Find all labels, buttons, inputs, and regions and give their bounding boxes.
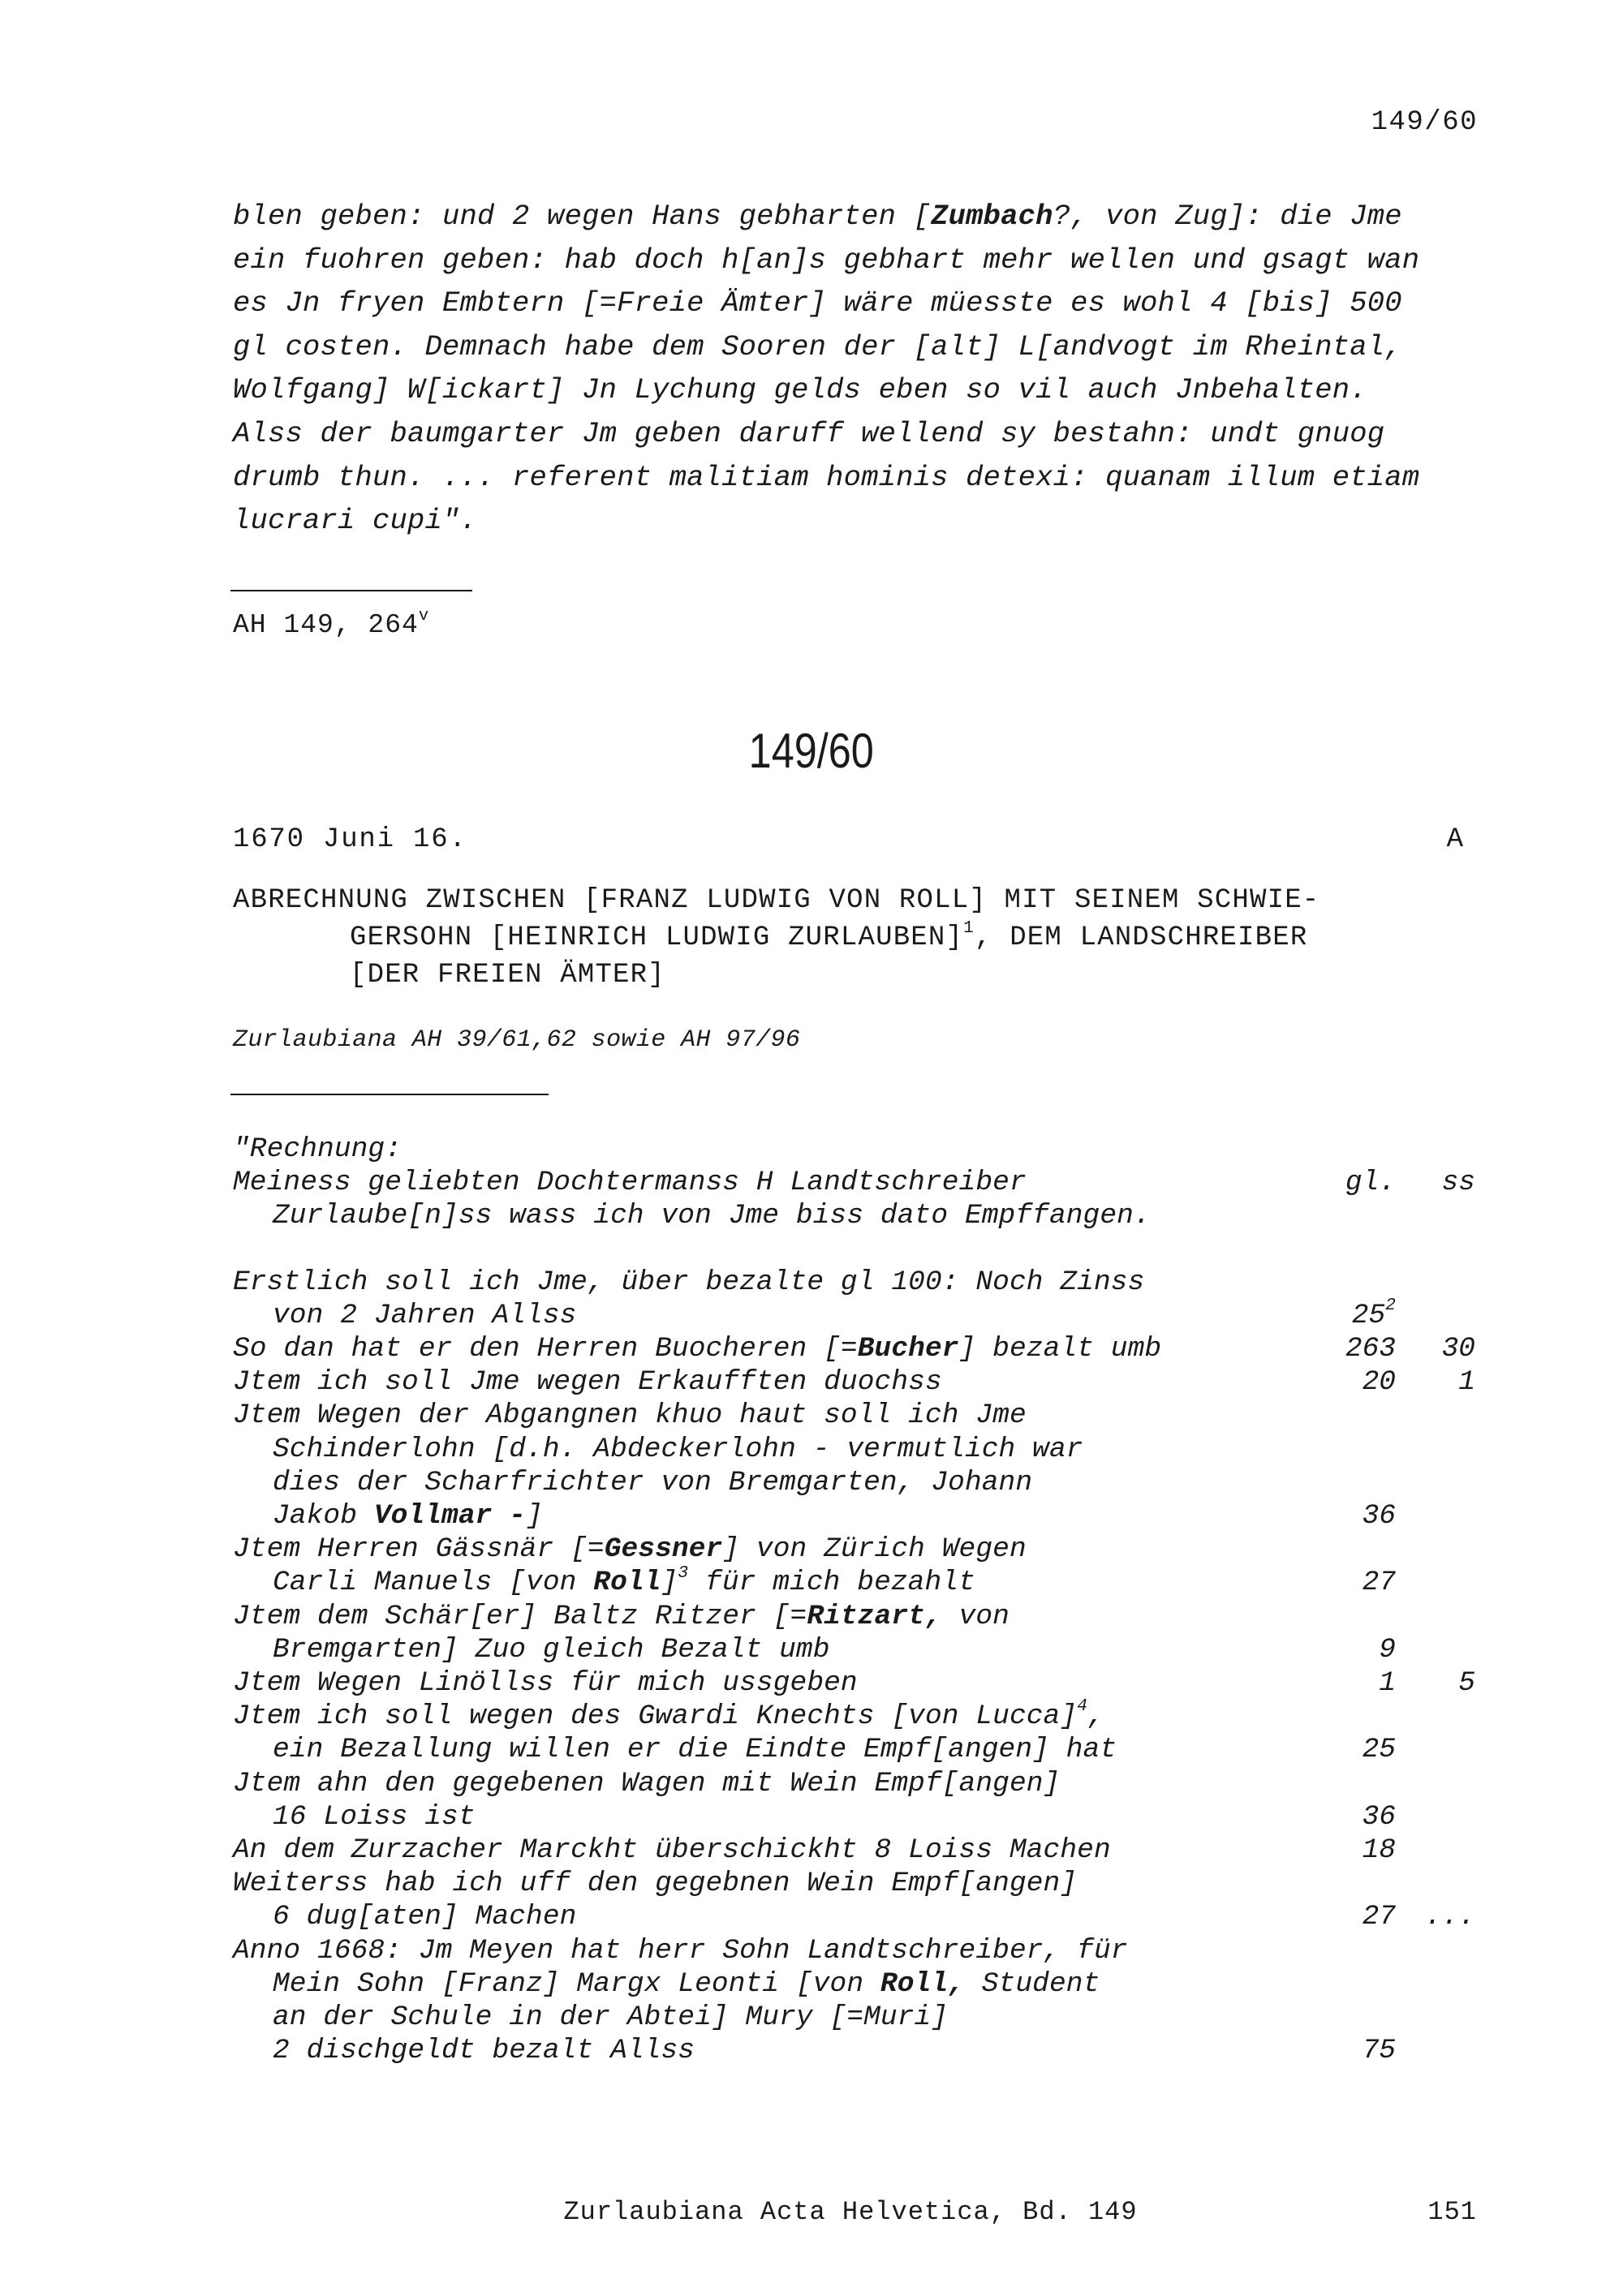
text-run: ein fuohren geben: hab doch h[an]s gebhart mehr wellen und gsagt wan <box>233 243 1420 277</box>
prose-line <box>233 243 1419 277</box>
gulden-amount: 18 <box>1362 1834 1396 1866</box>
account-line <box>273 1801 476 1833</box>
schilling-amount: 1 <box>1458 1366 1475 1399</box>
account-line <box>233 1868 1077 1899</box>
footnote-mark: 4 <box>1077 1696 1088 1717</box>
account-line <box>273 1563 975 1599</box>
text-run: [DER FREIEN ÄMTER] <box>350 960 665 991</box>
title-line <box>350 960 665 991</box>
text-run: ein Bezallung willen er die Eindte Empf[angen] hat <box>273 1734 1117 1766</box>
prose-line <box>233 373 1367 406</box>
text-run: Alss der baumgarter Jm geben daruff wellend sy bestahn: undt gnuog <box>233 417 1385 450</box>
text-run: Jtem ahn den gegebenen Wagen mit Wein Empf[angen] <box>233 1767 1061 1799</box>
footnote-mark: v <box>418 606 430 626</box>
footnote-mark: 1 <box>963 918 975 938</box>
gulden-amount: gl. <box>1345 1167 1396 1199</box>
text-run: Jtem Wegen Linöllss für mich ussgeben <box>233 1667 858 1699</box>
bold-name: Vollmar - <box>373 1500 527 1532</box>
schilling-amount: 5 <box>1458 1667 1475 1699</box>
text-run: 25 <box>1351 1299 1386 1331</box>
account-line <box>233 1167 1027 1198</box>
account-line <box>273 1200 1151 1232</box>
account-line <box>233 1533 1027 1565</box>
account-line <box>233 1696 1104 1733</box>
text-run: An dem Zurzacher Marckht überschickht 8 Loiss Machen <box>233 1834 1111 1866</box>
source-reference: Zurlaubiana AH 39/61,62 sowie AH 97/96 <box>233 1026 801 1054</box>
page-number: 151 <box>1427 2197 1477 2227</box>
text-run: Jtem Herren Gässnär [= <box>233 1533 605 1566</box>
text-run: Wolfgang] W[ickart] Jn Lychung gelds eben so vil auch Jnbehalten. <box>233 373 1367 407</box>
document-number: 149/60 <box>748 724 875 778</box>
text-run: gl costen. Demnach habe dem Sooren der [alt] L[andvogt im Rheintal, <box>233 329 1402 363</box>
text-run: Student <box>964 1967 1100 2000</box>
title-line <box>350 918 1308 953</box>
schilling-amount: ss <box>1441 1167 1475 1199</box>
schilling-amount: ... <box>1424 1901 1475 1933</box>
footnote-mark: 2 <box>1385 1296 1396 1316</box>
text-run: 2 dischgeldt bezalt Allss <box>273 2035 695 2067</box>
account-line <box>273 2035 695 2066</box>
account-line <box>273 1500 543 1532</box>
account-line <box>233 1333 1161 1365</box>
text-run: für mich bezahlt <box>688 1567 975 1599</box>
bold-name: Bucher <box>857 1333 959 1365</box>
gulden-amount: 263 <box>1345 1333 1396 1365</box>
footnote-mark: 3 <box>678 1563 689 1583</box>
account-line <box>233 1834 1111 1866</box>
text-run: 16 Loiss ist <box>273 1800 476 1833</box>
account-line <box>273 2001 948 2033</box>
text-run: dies der Scharfrichter von Bremgarten, Johann <box>273 1466 1033 1498</box>
prose-line <box>233 330 1402 363</box>
text-run: Jtem dem Schär[er] Baltz Ritzer [= <box>233 1600 807 1632</box>
gulden-amount: 36 <box>1362 1800 1396 1833</box>
title-line <box>233 885 1319 916</box>
bold-name: Gessner <box>604 1533 723 1566</box>
text-run: , <box>1087 1701 1104 1733</box>
gulden-amount <box>1351 1296 1396 1331</box>
text-run: ] von Zürich Wegen <box>722 1533 1027 1566</box>
text-run: Weiterss hab ich uff den gegebnen Wein Empf[angen] <box>233 1868 1078 1900</box>
document-number-heading <box>0 724 1623 778</box>
text-run: ] bezalt umb <box>958 1333 1162 1365</box>
text-run: Jtem Wegen der Abgangnen khuo haut soll ich Jme <box>233 1400 1027 1432</box>
prose-line <box>233 461 1419 494</box>
account-line <box>233 1768 1060 1799</box>
account-line <box>273 1434 1083 1465</box>
account-line <box>233 1266 1144 1298</box>
gulden-amount: 27 <box>1362 1567 1396 1599</box>
text-run: drumb thun. ... referent malitiam hominis detexi: quanam illum etiam <box>233 460 1420 494</box>
gulden-amount: 27 <box>1362 1901 1396 1933</box>
text-run: Carli Manuels [von <box>273 1567 594 1599</box>
archive-reference <box>233 606 430 640</box>
source-rule <box>230 1094 549 1095</box>
running-head: 149/60 <box>1371 107 1478 138</box>
account-line <box>273 1634 830 1666</box>
prose-line <box>233 200 1402 233</box>
account-line <box>233 1601 1010 1632</box>
text-run: von 2 Jahren Allss <box>273 1299 577 1331</box>
text-run: , DEM LANDSCHREIBER <box>974 922 1308 953</box>
text-run: Jakob <box>273 1500 374 1532</box>
prose-line <box>233 417 1384 450</box>
account-line <box>273 1300 576 1331</box>
gulden-amount: 1 <box>1379 1667 1396 1699</box>
text-run: Mein Sohn [Franz] Margx Leonti [von <box>273 1967 880 2000</box>
document-date: 1670 Juni 16. <box>233 824 467 855</box>
gulden-amount: 36 <box>1362 1500 1396 1532</box>
text-run: Anno 1668: Jm Meyen hat herr Sohn Landtschreiber, für <box>233 1934 1128 1967</box>
text-run: ] <box>526 1500 543 1532</box>
text-run: von <box>941 1600 1010 1632</box>
gulden-amount: 75 <box>1362 2035 1396 2067</box>
bold-name: Zumbach <box>931 200 1053 233</box>
text-run: Jtem ich soll Jme wegen Erkaufften duochss <box>233 1366 942 1399</box>
text-run: Zurlaube[n]ss wass ich von Jme biss dato Empffangen. <box>273 1200 1151 1232</box>
prose-line <box>233 286 1402 320</box>
text-run: lucrari cupi". <box>233 504 478 538</box>
bold-name: Roll <box>593 1567 661 1599</box>
text-run: So dan hat er den Herren Buocheren [= <box>233 1333 858 1365</box>
footer-series <box>0 2197 1623 2227</box>
account-line <box>273 1467 1032 1498</box>
bold-name: Roll, <box>880 1967 965 2000</box>
account-line <box>233 1935 1128 1967</box>
schilling-amount: 30 <box>1441 1333 1475 1365</box>
text-run: ABRECHNUNG ZWISCHEN [FRANZ LUDWIG VON ROLL] MIT SEINEM SCHWIE- <box>233 885 1320 916</box>
gulden-amount: 9 <box>1379 1633 1396 1666</box>
account-line <box>233 1133 402 1165</box>
gulden-amount: 20 <box>1362 1366 1396 1399</box>
text-run: Jtem ich soll wegen des Gwardi Knechts [von Lucca] <box>233 1701 1078 1733</box>
account-line <box>233 1366 942 1398</box>
bold-name: Ritzart, <box>807 1600 942 1632</box>
text-run: ?, von Zug]: die Jme <box>1053 200 1402 233</box>
gulden-amount: 25 <box>1362 1734 1396 1766</box>
text-run: blen geben: und 2 wegen Hans gebharten [ <box>233 200 932 233</box>
text-run: 6 dug[aten] Machen <box>273 1901 577 1933</box>
account-line <box>273 1901 576 1933</box>
document-classification: A <box>1446 824 1463 855</box>
text-run: es Jn fryen Embtern [=Freie Ämter] wäre müesste es wohl 4 [bis] 500 <box>233 286 1402 320</box>
text-run: Schinderlohn [d.h. Abdeckerlohn - vermutlich war <box>273 1433 1083 1465</box>
prose-line <box>233 504 477 537</box>
text-run: AH 149, 264 <box>233 610 419 640</box>
text-run: Erstlich soll ich Jme, über bezalte gl 100: Noch Zinss <box>233 1266 1145 1298</box>
text-run: "Rechnung: <box>233 1133 403 1165</box>
account-line <box>273 1734 1117 1765</box>
text-run: an der Schule in der Abtei] Mury [=Muri] <box>273 2001 949 2033</box>
account-line <box>233 1667 858 1699</box>
text-run: Meiness geliebten Dochtermanss H Landtschreiber <box>233 1167 1027 1199</box>
account-line <box>273 1968 1100 2000</box>
account-line <box>233 1400 1027 1431</box>
text-run: Bremgarten] Zuo gleich Bezalt umb <box>273 1633 830 1666</box>
footer-series-text: Zurlaubiana Acta Helvetica, Bd. 149 <box>563 2197 1138 2227</box>
reference-rule <box>230 590 472 591</box>
text-run: ] <box>661 1567 678 1599</box>
text-run: GERSOHN [HEINRICH LUDWIG ZURLAUBEN] <box>350 922 964 953</box>
